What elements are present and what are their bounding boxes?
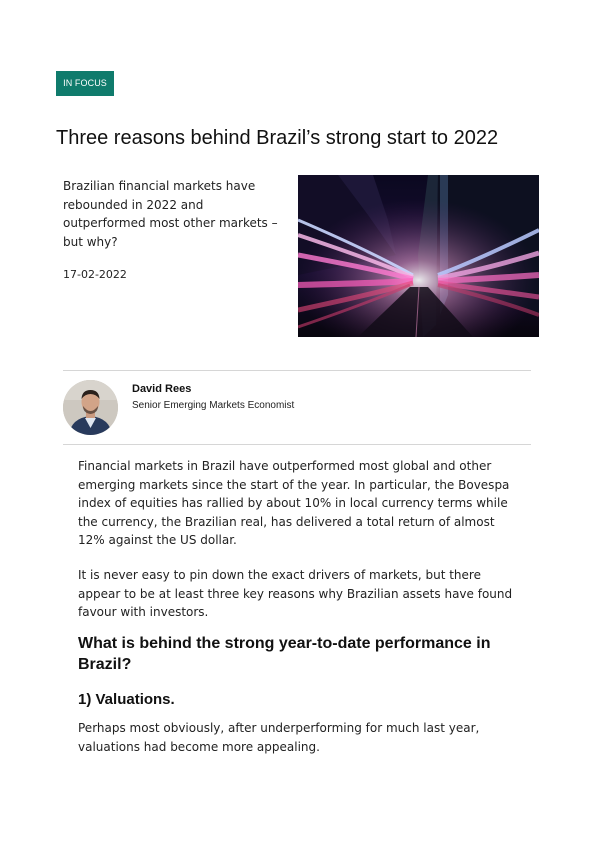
- body-paragraph-3: Perhaps most obviously, after underperforming for much last year, valuations had become more appealing.: [78, 721, 480, 754]
- category-tag[interactable]: IN FOCUS: [56, 71, 114, 96]
- author-role: Senior Emerging Markets Economist: [132, 400, 295, 411]
- subsection-heading: 1) Valuations.: [78, 691, 175, 708]
- author-divider-bottom: [63, 444, 531, 445]
- article-title: Three reasons behind Brazil’s strong start to 2022: [56, 127, 499, 149]
- body-paragraph-2: It is never easy to pin down the exact drivers of markets, but there appear to be at least three key reasons why Brazilian assets have found favour with investors.: [78, 568, 513, 619]
- author-name[interactable]: David Rees: [132, 383, 192, 395]
- body-paragraph-1: Financial markets in Brazil have outperformed most global and other emerging markets since the start of the year. In particular, the Bovespa index of equities has rallied by about 10% in local currency terms while the currency, the Brazilian real, has delivered a total return of almost 12% against the US dollar.: [78, 459, 510, 547]
- article-summary: Brazilian financial markets have rebounded in 2022 and outperformed most other markets – but why?: [63, 179, 278, 249]
- section-heading: What is behind the strong year-to-date performance in Brazil?: [78, 635, 491, 673]
- author-divider-top: [63, 370, 531, 371]
- publish-date: 17-02-2022: [63, 268, 127, 281]
- author-avatar: [63, 380, 118, 435]
- hero-image: [298, 175, 539, 337]
